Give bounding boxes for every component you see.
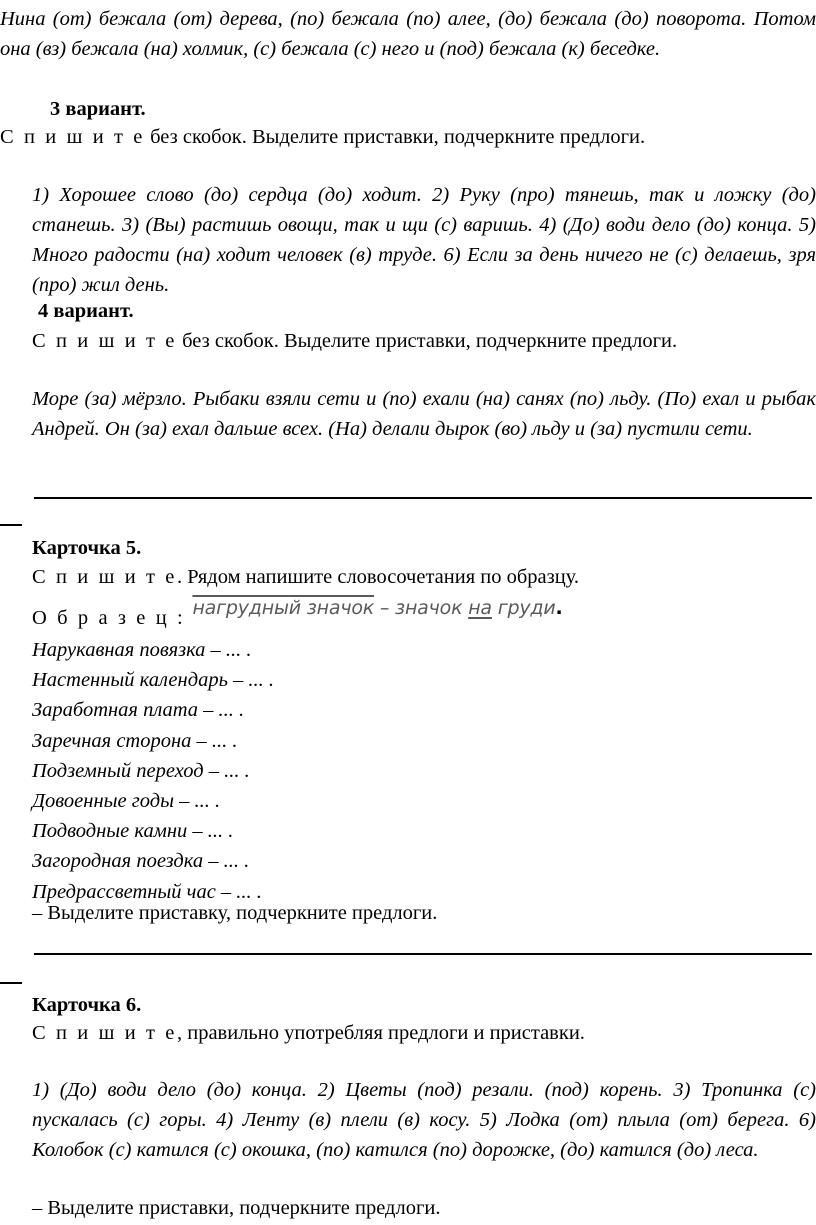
separator-dash bbox=[0, 524, 22, 526]
variant4-task-rest: без скобок. Выделите приставки, подчеркните предлоги. bbox=[176, 330, 678, 352]
card6-footer: – Выделите приставки, подчеркните предлоги. bbox=[32, 1197, 441, 1219]
separator-line bbox=[34, 953, 812, 955]
list-item: Заречная сторона – ... . bbox=[32, 729, 238, 752]
variant3-exercise-text: 1) Хорошее слово (до) сердца (до) ходит. 2) Руку (про) тянешь, так и ложку (до) станешь. 3) (Вы) растишь овощи, так и щи (с) варишь. 4) (До) води дело (до) конца. 5) Много радости (на) ходит человек (в) труде. 6) Если за день ничего не (с) делаешь, зря (про) жил день. bbox=[32, 184, 816, 296]
card5-task-verb: С п и ш и т е bbox=[32, 566, 177, 588]
list-item: Загородная поездка – ... . bbox=[32, 850, 250, 873]
card6-title: Карточка 6. bbox=[32, 994, 142, 1016]
variant4-title: 4 вариант. bbox=[38, 300, 134, 322]
card5-task bbox=[0, 562, 816, 592]
sample-preposition: на bbox=[468, 597, 492, 619]
card6-task bbox=[0, 1018, 816, 1048]
sample-end: . bbox=[555, 597, 563, 619]
card5-list bbox=[0, 635, 816, 907]
variant3-task bbox=[0, 122, 816, 152]
card5-task-rest: . Рядом напишите словосочетания по образцу. bbox=[176, 566, 580, 588]
list-item: Заработная плата – ... . bbox=[32, 699, 245, 722]
card6-task-verb: С п и ш и т е bbox=[32, 1022, 177, 1044]
list-item: Нарукавная повязка – ... . bbox=[32, 639, 252, 661]
variant4-task-verb: С п и ш и т е bbox=[32, 330, 177, 352]
card5-sample-label: О б р а з е ц : bbox=[32, 607, 186, 629]
sample-word-1: нагрудный значок bbox=[192, 597, 375, 619]
sample-dash: – bbox=[374, 597, 396, 619]
card6-task-rest: , правильно употребляя предлоги и приставки. bbox=[176, 1022, 585, 1044]
card5-sample-phrase bbox=[192, 597, 562, 619]
card6-exercise-text: 1) (До) води дело (до) конца. 2) Цветы (под) резали. (под) корень. 3) Тропинка (с) пускалась (с) горы. 4) Ленту (в) плели (в) косу. 5) Лодка (от) плыла (от) берега. 6) Колобок (с) катился (с) окошка, (по) катился (по) дорожке, (до) катился (до) леса. bbox=[32, 1079, 816, 1161]
separator-dash bbox=[0, 982, 22, 984]
variant4-exercise-text: Море (за) мёрзло. Рыбаки взяли сети и (по) ехали (на) санях (по) льду. (По) ехал и рыбак Андрей. Он (за) ехал дальше всех. (На) делали дырок (во) льду и (за) пустили сети. bbox=[32, 388, 816, 440]
list-item: Подводные камни – ... . bbox=[32, 820, 234, 843]
variant3-task-verb: С п и ш и т е bbox=[0, 126, 145, 148]
list-item: Настенный календарь – ... . bbox=[32, 669, 275, 692]
card5-title: Карточка 5. bbox=[32, 537, 142, 559]
list-item: Подземный переход – ... . bbox=[32, 759, 250, 782]
variant4-task bbox=[0, 326, 816, 356]
sample-word-2: значок bbox=[395, 597, 469, 619]
separator-line bbox=[34, 497, 812, 499]
list-item: Предрассветный час – ... . bbox=[32, 880, 262, 903]
card5-sample-row bbox=[0, 597, 816, 633]
variant3-title: 3 вариант. bbox=[50, 98, 146, 120]
list-item: Довоенные годы – ... . bbox=[32, 790, 221, 813]
variant3-task-rest: без скобок. Выделите приставки, подчеркните предлоги. bbox=[144, 126, 646, 148]
card5-footer: – Выделите приставку, подчеркните предлоги. bbox=[32, 902, 438, 924]
top-paragraph: Нина (от) бежала (от) дерева, (по) бежала (по) алее, (до) бежала (до) поворота. Потом она (вз) бежала (на) холмик, (с) бежала (с) него и (под) бежала (к) беседке. bbox=[0, 8, 816, 60]
sample-word-3: груди bbox=[491, 597, 556, 619]
